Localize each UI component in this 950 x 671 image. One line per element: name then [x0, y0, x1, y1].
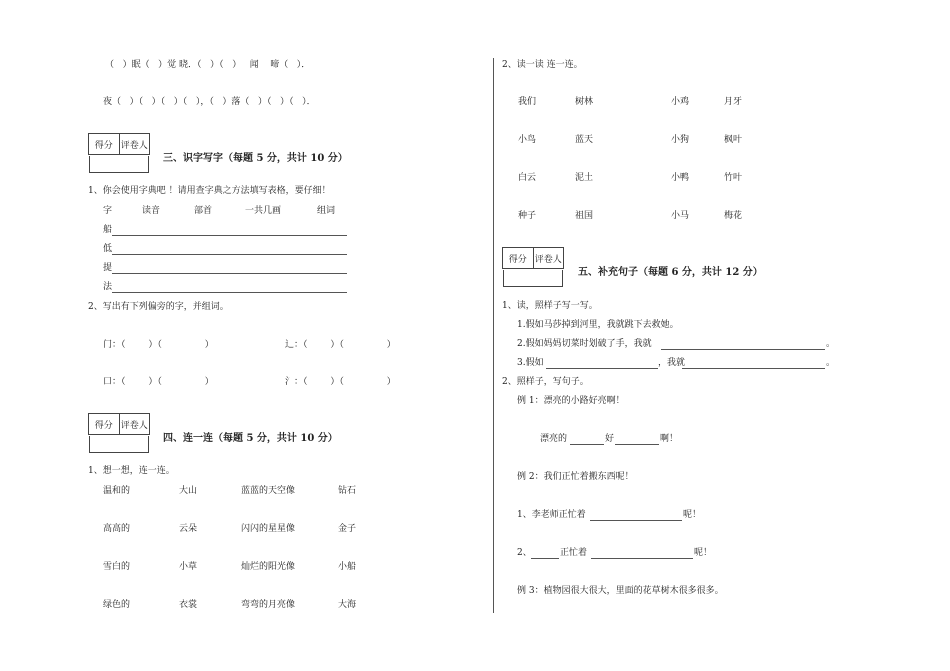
sentence-3-mid: ，我就: [658, 358, 686, 368]
section3-q1: 1、你会使用字典吧 ！请用查字典之方法填写表格，要仔细！: [88, 186, 331, 196]
example-3: 例 3：植物园很大很大，里面的花草树木很多很多。: [517, 586, 724, 596]
fill-2-mid: 正忙着: [560, 548, 588, 558]
score-label: 得分: [89, 134, 120, 154]
match-item: 小鸭: [671, 173, 690, 183]
match-item: 灿烂的阳光像: [241, 562, 296, 572]
example-1-fill: 漂亮的: [540, 434, 568, 444]
section3-q2: 2、写出有下列偏旁的字，并组词。: [88, 302, 229, 312]
match-item: 闪闪的星星像: [241, 524, 296, 534]
fill-1-end: 呢！: [683, 510, 702, 520]
radical-fill-shui: 氵：（ ）（ ）: [285, 377, 396, 387]
match-item: 我们: [518, 97, 537, 107]
table-header-words: 组词: [317, 206, 336, 216]
match-item: 大山: [179, 486, 198, 496]
table-row-char: 法: [103, 282, 113, 292]
match-item: 金子: [338, 524, 357, 534]
score-box-section3: [88, 133, 150, 155]
radical-fill-chuo: 辶：（ ）（ ）: [285, 340, 396, 350]
match-item: 小马: [671, 211, 690, 221]
score-box-section5: [502, 247, 564, 269]
fill-2-end: 呢！: [694, 548, 713, 558]
poem-fill-line-2: 夜（ ）（ ）（ ）（ ），（ ）落（ ）（ ）（ ）．: [103, 97, 316, 107]
match-item: 泥土: [575, 173, 594, 183]
sentence-3-blank-b[interactable]: [682, 368, 825, 369]
section4-q1: 1、想一想，连一连。: [88, 466, 175, 476]
example-1-fill-end: 啊！: [660, 434, 679, 444]
table-row-char: 船: [103, 225, 113, 235]
score-label: 得分: [89, 414, 120, 434]
sentence-3-end: 。: [826, 358, 836, 368]
match-item: 高高的: [103, 524, 131, 534]
example-1: 例 1：漂亮的小路好亮啊！: [517, 396, 625, 406]
match-item: 小鸟: [518, 135, 537, 145]
fill-2-blank-a[interactable]: [531, 558, 559, 559]
sentence-1: 1.假如马莎掉到河里，我就跳下去救她。: [517, 320, 679, 330]
table-row-char: 低: [103, 244, 113, 254]
table-row-line[interactable]: [112, 292, 347, 293]
match-item: 弯弯的月亮像: [241, 600, 296, 610]
match-item: 衣裳: [179, 600, 198, 610]
match-item: 绿色的: [103, 600, 131, 610]
sentence-2: 2.假如妈妈切菜时划破了手，我就: [517, 339, 652, 349]
radical-fill-kou: 口：（ ）（ ）: [103, 377, 214, 387]
right-q2: 2、读一读 连一连。: [502, 60, 583, 70]
fill-2-blank-b[interactable]: [591, 558, 693, 559]
match-item: 蓝天: [575, 135, 594, 145]
grader-label: 评卷人: [120, 420, 148, 431]
sentence-2-blank[interactable]: [661, 349, 825, 350]
fill-1: 1、李老师正忙着: [517, 510, 586, 520]
match-item: 祖国: [575, 211, 594, 221]
table-row-line[interactable]: [112, 235, 347, 236]
section5-q2: 2、照样子，写句子。: [502, 377, 589, 387]
section5-q1: 1、读，照样子写一写。: [502, 301, 598, 311]
match-item: 钻石: [338, 486, 357, 496]
fill-2: 2、: [517, 548, 532, 558]
match-item: 种子: [518, 211, 537, 221]
table-row-line[interactable]: [112, 273, 347, 274]
table-header-pinyin: 读音: [142, 206, 161, 216]
example-1-blank-a[interactable]: [570, 444, 604, 445]
sentence-3-blank-a[interactable]: [546, 368, 658, 369]
match-item: 树林: [575, 97, 594, 107]
score-label: 得分: [503, 248, 534, 268]
column-divider: [493, 58, 494, 613]
match-item: 月牙: [724, 97, 743, 107]
match-item: 大海: [338, 600, 357, 610]
example-1-fill-mid: 好: [605, 434, 615, 444]
table-row-line[interactable]: [112, 254, 347, 255]
match-item: 温和的: [103, 486, 131, 496]
match-item: 蓝蓝的天空像: [241, 486, 296, 496]
poem-fill-line-1: （ ）眠（ ）觉 晓．（ ）（ ） 闻 啼（ ）．: [105, 60, 311, 70]
table-row-char: 提: [103, 263, 113, 273]
match-item: 雪白的: [103, 562, 131, 572]
table-header-char: 字: [103, 206, 113, 216]
section4-title: 四、连一连（每题 5 分，共计 10 分）: [163, 433, 338, 444]
match-item: 小船: [338, 562, 357, 572]
score-box-section4: [88, 413, 150, 435]
score-box-blank[interactable]: [503, 270, 563, 287]
example-2: 例 2：我们正忙着搬东西呢！: [517, 472, 634, 482]
match-item: 白云: [518, 173, 537, 183]
match-item: 竹叶: [724, 173, 743, 183]
sentence-2-end: 。: [826, 339, 836, 349]
example-1-blank-b[interactable]: [615, 444, 659, 445]
match-item: 小草: [179, 562, 198, 572]
match-item: 云朵: [179, 524, 198, 534]
radical-fill-men: 门：（ ）（ ）: [103, 340, 214, 350]
match-item: 梅花: [724, 211, 743, 221]
score-box-blank[interactable]: [89, 156, 149, 173]
match-item: 小鸡: [671, 97, 690, 107]
grader-label: 评卷人: [120, 140, 148, 151]
match-item: 枫叶: [724, 135, 743, 145]
table-header-radical: 部首: [194, 206, 213, 216]
fill-1-blank[interactable]: [590, 520, 682, 521]
section5-title: 五、补充句子（每题 6 分，共计 12 分）: [578, 267, 763, 278]
score-box-blank[interactable]: [89, 436, 149, 453]
table-header-strokes: 一共几画: [245, 206, 282, 216]
match-item: 小狗: [671, 135, 690, 145]
section3-title: 三、识字写字（每题 5 分，共计 10 分）: [163, 153, 348, 164]
sentence-3: 3.假如: [517, 358, 544, 368]
grader-label: 评卷人: [534, 254, 562, 265]
